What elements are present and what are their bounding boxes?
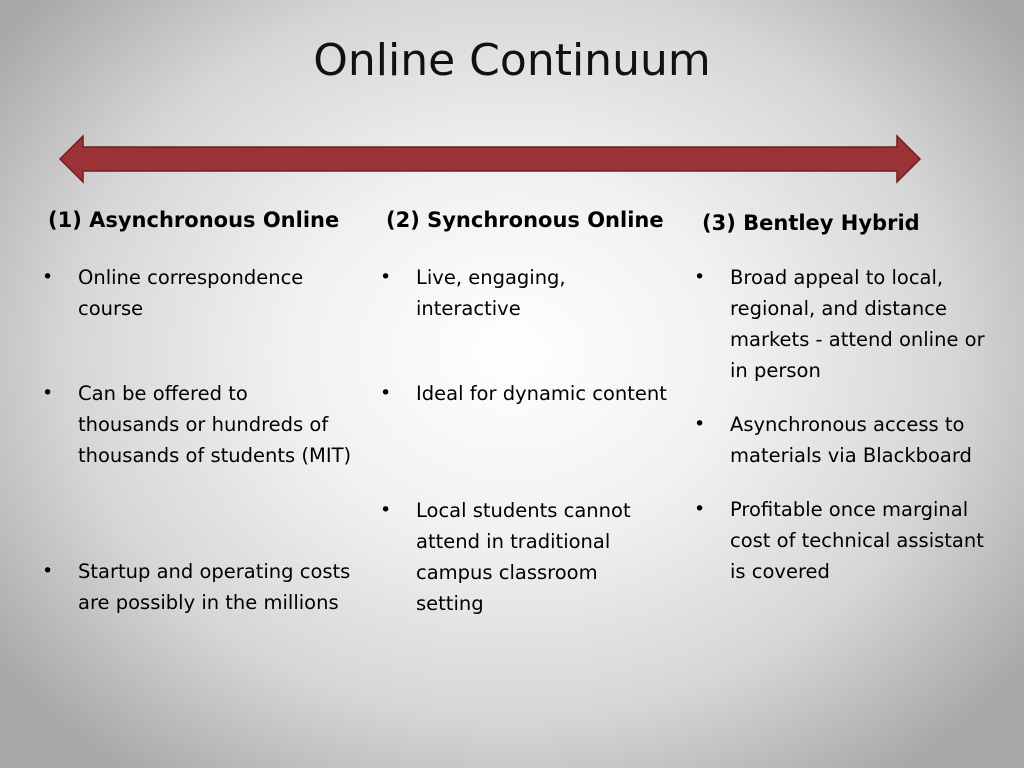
double-arrow-icon bbox=[0, 0, 1024, 200]
bullet-icon: • bbox=[380, 266, 392, 288]
list-item bbox=[694, 494, 996, 587]
list-item bbox=[42, 556, 352, 618]
list-item bbox=[380, 495, 670, 619]
list-item bbox=[380, 262, 670, 324]
list-item bbox=[42, 378, 352, 471]
bullet-icon: • bbox=[694, 413, 706, 435]
column-2-heading: (2) Synchronous Online bbox=[386, 208, 664, 232]
slide-title: Online Continuum bbox=[313, 35, 711, 86]
column-3-heading: (3) Bentley Hybrid bbox=[702, 211, 920, 235]
bullet-icon: • bbox=[694, 498, 706, 520]
list-item-text: Startup and operating costs are possibly in the millions bbox=[78, 560, 351, 614]
bullet-icon: • bbox=[42, 266, 54, 288]
continuum-arrow-shape bbox=[60, 136, 920, 182]
list-item-text: Local students cannot attend in traditional campus classroom setting bbox=[416, 499, 631, 615]
list-item-text: Can be offered to thousands or hundreds of thousands of students (MIT) bbox=[78, 382, 352, 467]
bullet-icon: • bbox=[694, 266, 706, 288]
bullet-icon: • bbox=[380, 499, 392, 521]
list-item bbox=[380, 378, 670, 409]
column-1-heading: (1) Asynchronous Online bbox=[48, 208, 340, 232]
list-item bbox=[694, 262, 996, 386]
list-item bbox=[42, 262, 352, 324]
bullet-icon: • bbox=[42, 560, 54, 582]
list-item bbox=[694, 409, 996, 471]
list-item-text: Profitable once marginal cost of technical assistant is covered bbox=[730, 498, 984, 583]
list-item-text: Online correspondence course bbox=[78, 266, 304, 320]
list-item-text: Live, engaging, interactive bbox=[416, 266, 566, 320]
list-item-text: Broad appeal to local, regional, and distance markets - attend online or in person bbox=[730, 266, 985, 382]
list-item-text: Asynchronous access to materials via Blackboard bbox=[730, 413, 972, 467]
list-item-text: Ideal for dynamic content bbox=[416, 382, 667, 405]
bullet-icon: • bbox=[380, 382, 392, 404]
bullet-icon: • bbox=[42, 382, 54, 404]
